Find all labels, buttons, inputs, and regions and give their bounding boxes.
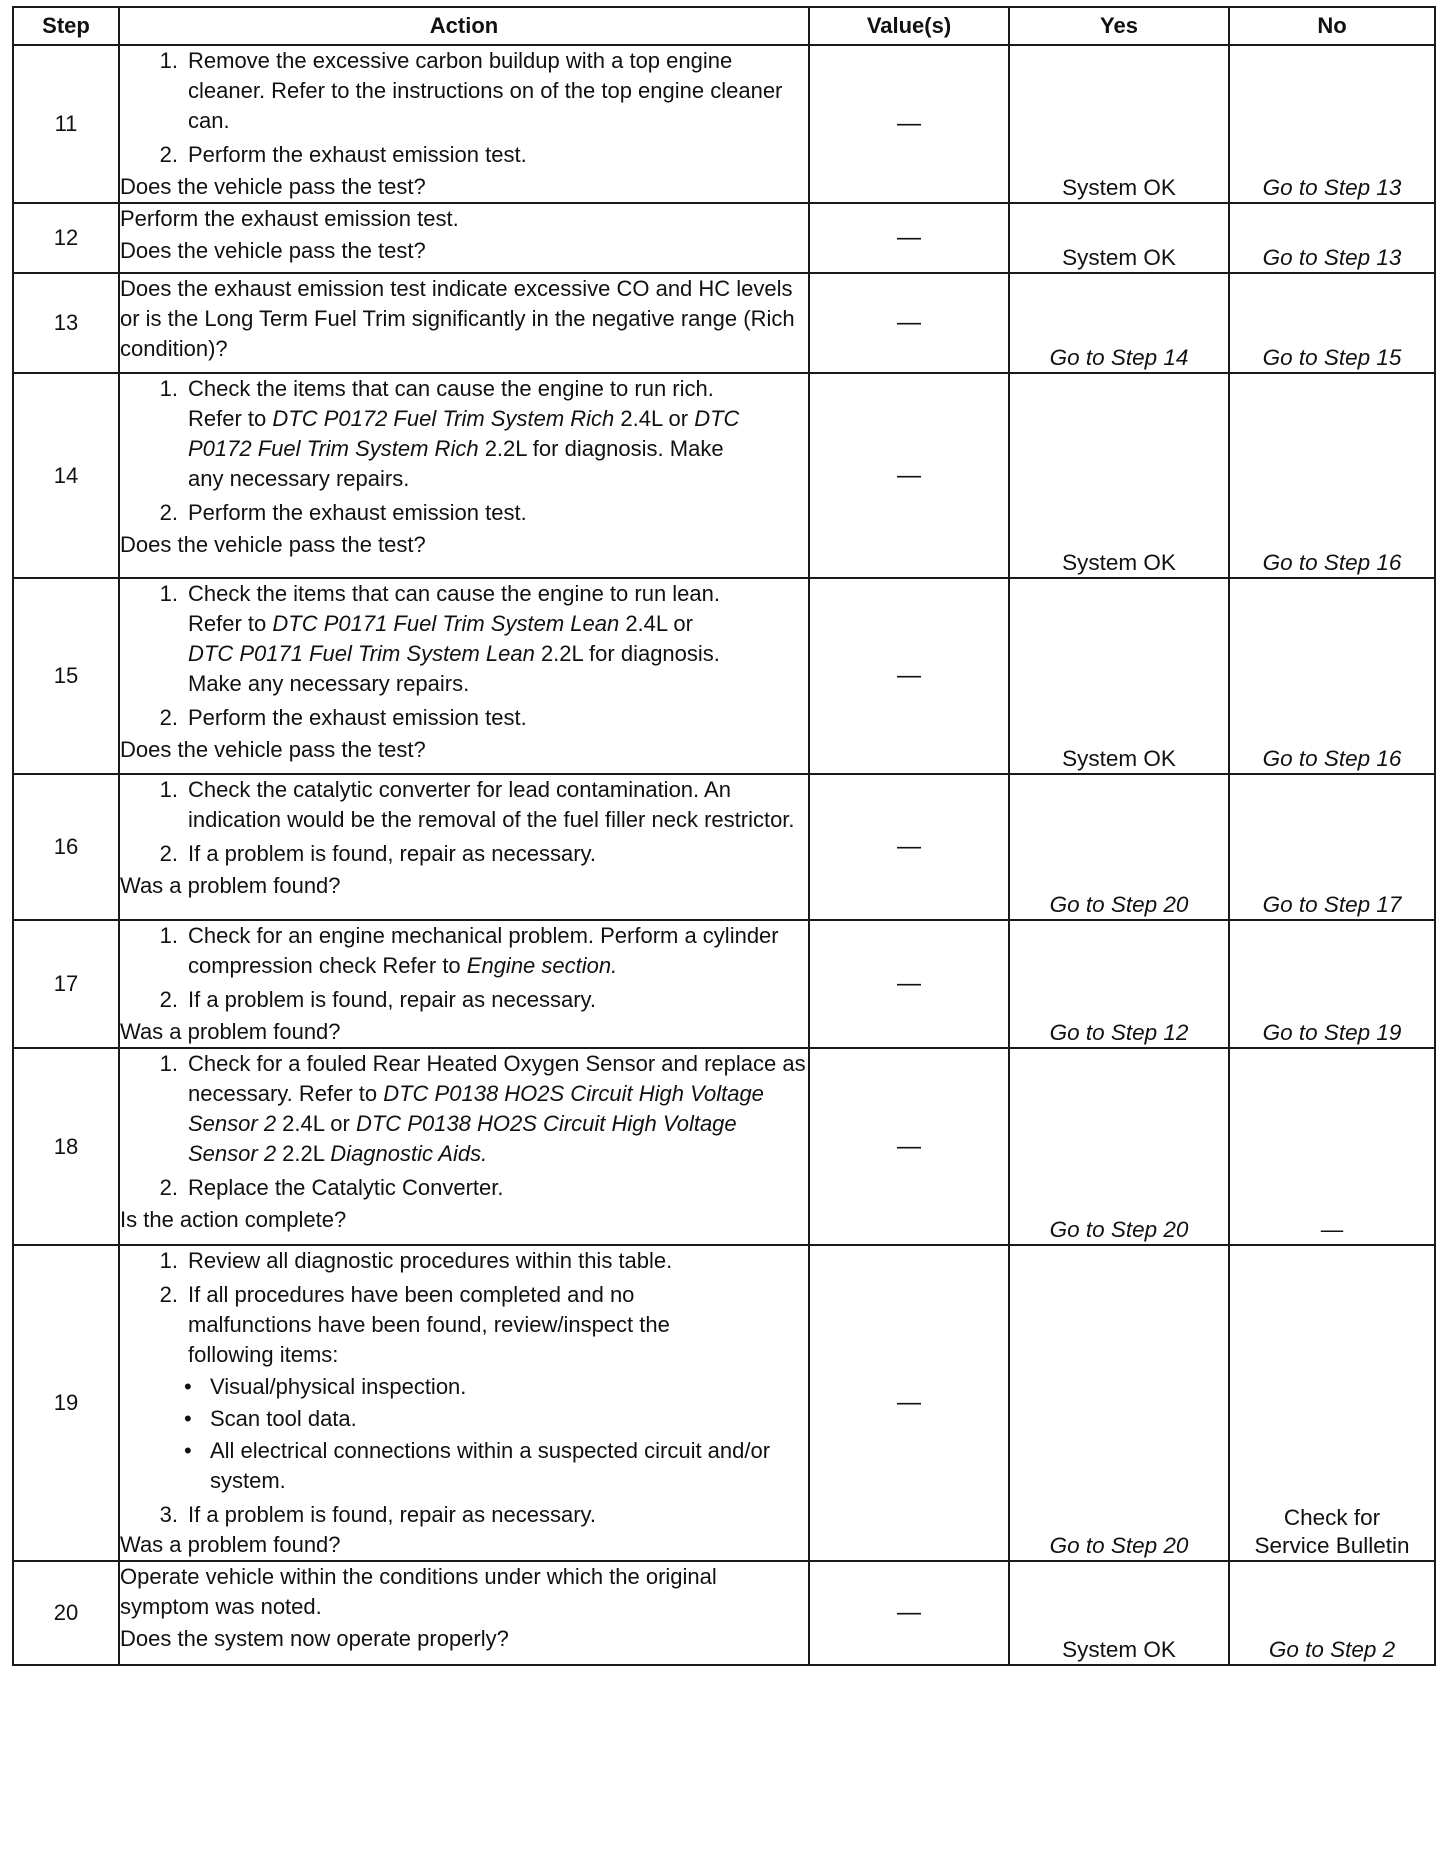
question-text: Was a problem found? bbox=[120, 1019, 341, 1044]
header-action: Action bbox=[119, 7, 809, 45]
action-text: If all procedures have been completed and no malfunctions have been found, review/inspect the following items: bbox=[188, 1282, 670, 1367]
step-number: 15 bbox=[13, 578, 119, 774]
list-item: 1. Remove the excessive carbon buildup with a top engine cleaner. Refer to the instructions on of the top engine cleaner can. bbox=[120, 46, 808, 136]
no-result: Go to Step 16 bbox=[1229, 373, 1435, 578]
action-text: Check for a fouled Rear Heated Oxygen Sensor and replace as necessary. Refer to bbox=[188, 1051, 806, 1106]
action-text: Check for an engine mechanical problem. Perform a cylinder compression check Refer to bbox=[188, 923, 779, 978]
header-yes: Yes bbox=[1009, 7, 1229, 45]
yes-result: System OK bbox=[1009, 1561, 1229, 1665]
list-item: 2. Perform the exhaust emission test. bbox=[120, 498, 808, 528]
bullet-item: • Visual/physical inspection. bbox=[184, 1372, 808, 1402]
action-text: 2.4L or bbox=[276, 1111, 356, 1136]
action-cell bbox=[119, 1245, 809, 1561]
action-text: Perform the exhaust emission test. bbox=[188, 500, 527, 525]
value-cell: — bbox=[809, 373, 1009, 578]
step-number: 18 bbox=[13, 1048, 119, 1245]
list-item: 1. Review all diagnostic procedures within this table. bbox=[120, 1246, 808, 1276]
no-result: Go to Step 19 bbox=[1229, 920, 1435, 1048]
header-values: Value(s) bbox=[809, 7, 1009, 45]
question-text: Is the action complete? bbox=[120, 1207, 347, 1232]
list-item: 1. Check for a fouled Rear Heated Oxygen Sensor and replace as necessary. Refer to DTC P0138 HO2S Circuit High Voltage Sensor 2 2.4L or DTC P0138 HO2S Circuit High Voltage Sensor 2 2.2L Diagnostic Aids. bbox=[159, 1051, 806, 1166]
step-number: 17 bbox=[13, 920, 119, 1048]
action-text: Perform the exhaust emission test. bbox=[188, 705, 527, 730]
table-row bbox=[13, 1561, 1435, 1665]
bullet-text: All electrical connections within a suspected circuit and/or system. bbox=[210, 1438, 771, 1493]
header-step: Step bbox=[13, 7, 119, 45]
action-cell bbox=[119, 774, 809, 920]
table-row bbox=[13, 203, 1435, 273]
action-text: 2.2L for diagnosis. Make any necessary repairs. bbox=[188, 641, 720, 696]
step-number: 13 bbox=[13, 273, 119, 373]
no-result: Go to Step 13 bbox=[1229, 45, 1435, 203]
action-text: Perform the exhaust emission test. bbox=[188, 142, 527, 167]
header-row bbox=[13, 7, 1435, 45]
action-text: 2.2L bbox=[276, 1141, 331, 1166]
yes-result: Go to Step 14 bbox=[1009, 273, 1229, 373]
reference-link: Diagnostic Aids. bbox=[330, 1141, 488, 1166]
reference-link: DTC P0171 Fuel Trim System Lean bbox=[272, 611, 620, 636]
question-text: Was a problem found? bbox=[120, 873, 341, 898]
action-cell bbox=[119, 45, 809, 203]
value-cell: — bbox=[809, 920, 1009, 1048]
list-item: 3. If a problem is found, repair as necessary. bbox=[120, 1500, 808, 1530]
action-text: If a problem is found, repair as necessary. bbox=[188, 1502, 597, 1527]
yes-result: Go to Step 20 bbox=[1009, 774, 1229, 920]
step-number: 11 bbox=[13, 45, 119, 203]
list-item: 2. If all procedures have been completed and no malfunctions have been found, review/inspect the following items: bbox=[120, 1280, 808, 1370]
step-number: 14 bbox=[13, 373, 119, 578]
question-text: Does the vehicle pass the test? bbox=[120, 238, 426, 263]
value-cell: — bbox=[809, 1561, 1009, 1665]
value-cell: — bbox=[809, 578, 1009, 774]
value-cell: — bbox=[809, 774, 1009, 920]
list-item: 2. Perform the exhaust emission test. bbox=[120, 140, 808, 170]
yes-result: Go to Step 20 bbox=[1009, 1048, 1229, 1245]
action-text: Check the items that can cause the engine to run rich. Refer to bbox=[188, 376, 714, 431]
list-item: 2. If a problem is found, repair as necessary. bbox=[120, 839, 808, 869]
action-text: If a problem is found, repair as necessary. bbox=[188, 987, 597, 1012]
list-item: 2. Replace the Catalytic Converter. bbox=[120, 1173, 808, 1203]
action-cell bbox=[119, 203, 809, 273]
bullet-text: Scan tool data. bbox=[210, 1406, 357, 1431]
list-item: 2. Perform the exhaust emission test. bbox=[120, 703, 808, 733]
value-cell: — bbox=[809, 273, 1009, 373]
reference-link: DTC P0171 Fuel Trim System Lean bbox=[188, 641, 535, 666]
action-text: 2.4L or bbox=[614, 406, 695, 431]
list-item: 1. Check for an engine mechanical problem. Perform a cylinder compression check Refer to Engine section. bbox=[159, 923, 779, 978]
no-result: Go to Step 17 bbox=[1229, 774, 1435, 920]
action-cell bbox=[119, 920, 809, 1048]
table-row bbox=[13, 774, 1435, 920]
step-number: 19 bbox=[13, 1245, 119, 1561]
yes-result: System OK bbox=[1009, 203, 1229, 273]
action-text: 2.4L or bbox=[619, 611, 693, 636]
reference-link: DTC P0138 HO2S Circuit High Voltage Sensor 2 bbox=[188, 1111, 737, 1166]
diagnostic-table bbox=[12, 6, 1436, 1666]
table-row bbox=[13, 45, 1435, 203]
list-item: 1. Check the items that can cause the engine to run lean. Refer to DTC P0171 Fuel Trim System Lean 2.4L or DTC P0171 Fuel Trim System Lean 2.2L for diagnosis. Make any necessary repairs. bbox=[159, 581, 720, 696]
table-row bbox=[13, 373, 1435, 578]
action-text: Check the items that can cause the engine to run lean. Refer to bbox=[188, 581, 720, 636]
action-text: 2.2L for diagnosis. Make any necessary repairs. bbox=[188, 436, 724, 491]
yes-result: System OK bbox=[1009, 578, 1229, 774]
value-cell: — bbox=[809, 1048, 1009, 1245]
value-cell: — bbox=[809, 203, 1009, 273]
value-cell: — bbox=[809, 45, 1009, 203]
action-cell bbox=[119, 578, 809, 774]
table-row bbox=[13, 1048, 1435, 1245]
question-text: Does the vehicle pass the test? bbox=[120, 737, 426, 762]
question-text: Was a problem found? bbox=[120, 1532, 341, 1557]
yes-result: System OK bbox=[1009, 373, 1229, 578]
step-number: 20 bbox=[13, 1561, 119, 1665]
no-result: Go to Step 16 bbox=[1229, 578, 1435, 774]
question-text: Does the exhaust emission test indicate excessive CO and HC levels or is the Long Term Fuel Trim significantly in the negative range (Rich condition)? bbox=[120, 276, 795, 361]
action-text: Operate vehicle within the conditions under which the original symptom was noted. bbox=[120, 1564, 717, 1619]
yes-result: Go to Step 20 bbox=[1009, 1245, 1229, 1561]
question-text: Does the vehicle pass the test? bbox=[120, 532, 426, 557]
action-text: Replace the Catalytic Converter. bbox=[188, 1175, 504, 1200]
bullet-item: • All electrical connections within a suspected circuit and/or system. bbox=[184, 1436, 808, 1496]
action-text: Review all diagnostic procedures within this table. bbox=[188, 1248, 673, 1273]
step-number: 16 bbox=[13, 774, 119, 920]
header-no: No bbox=[1229, 7, 1435, 45]
yes-result: Go to Step 12 bbox=[1009, 920, 1229, 1048]
bullet-text: Visual/physical inspection. bbox=[210, 1374, 467, 1399]
no-result: Check for Service Bulletin bbox=[1229, 1245, 1435, 1561]
action-cell bbox=[119, 1561, 809, 1665]
value-cell: — bbox=[809, 1245, 1009, 1561]
bullet-item: • Scan tool data. bbox=[184, 1404, 808, 1434]
reference-link: DTC P0172 Fuel Trim System Rich bbox=[188, 406, 740, 461]
table-row bbox=[13, 273, 1435, 373]
reference-link: DTC P0138 HO2S Circuit High Voltage Sensor 2 bbox=[188, 1081, 764, 1136]
action-text: If a problem is found, repair as necessary. bbox=[188, 841, 597, 866]
question-text: Does the vehicle pass the test? bbox=[120, 174, 426, 199]
table-row bbox=[13, 578, 1435, 774]
list-item: 1. Check the items that can cause the engine to run rich. Refer to DTC P0172 Fuel Trim System Rich 2.4L or DTC P0172 Fuel Trim System Rich 2.2L for diagnosis. Make any necessary repairs. bbox=[159, 376, 740, 491]
no-result: Go to Step 13 bbox=[1229, 203, 1435, 273]
reference-link: Engine section. bbox=[466, 953, 618, 978]
action-text: Remove the excessive carbon buildup with a top engine cleaner. Refer to the instructions on of the top engine cleaner can. bbox=[188, 48, 783, 133]
action-cell bbox=[119, 373, 809, 578]
action-cell bbox=[119, 1048, 809, 1245]
question-text: Does the system now operate properly? bbox=[120, 1626, 509, 1651]
no-result: Go to Step 2 bbox=[1229, 1561, 1435, 1665]
action-text: Perform the exhaust emission test. bbox=[120, 206, 459, 231]
action-cell bbox=[119, 273, 809, 373]
yes-result: System OK bbox=[1009, 45, 1229, 203]
action-text: Check the catalytic converter for lead contamination. An indication would be the removal of the fuel filler neck restrictor. bbox=[188, 777, 795, 832]
step-number: 12 bbox=[13, 203, 119, 273]
no-result: Go to Step 15 bbox=[1229, 273, 1435, 373]
list-item: 2. If a problem is found, repair as necessary. bbox=[120, 985, 808, 1015]
list-item: 1. Check the catalytic converter for lead contamination. An indication would be the removal of the fuel filler neck restrictor. bbox=[120, 775, 808, 835]
table-row bbox=[13, 920, 1435, 1048]
no-result: — bbox=[1229, 1048, 1435, 1245]
table-row bbox=[13, 1245, 1435, 1561]
reference-link: DTC P0172 Fuel Trim System Rich bbox=[272, 406, 615, 431]
